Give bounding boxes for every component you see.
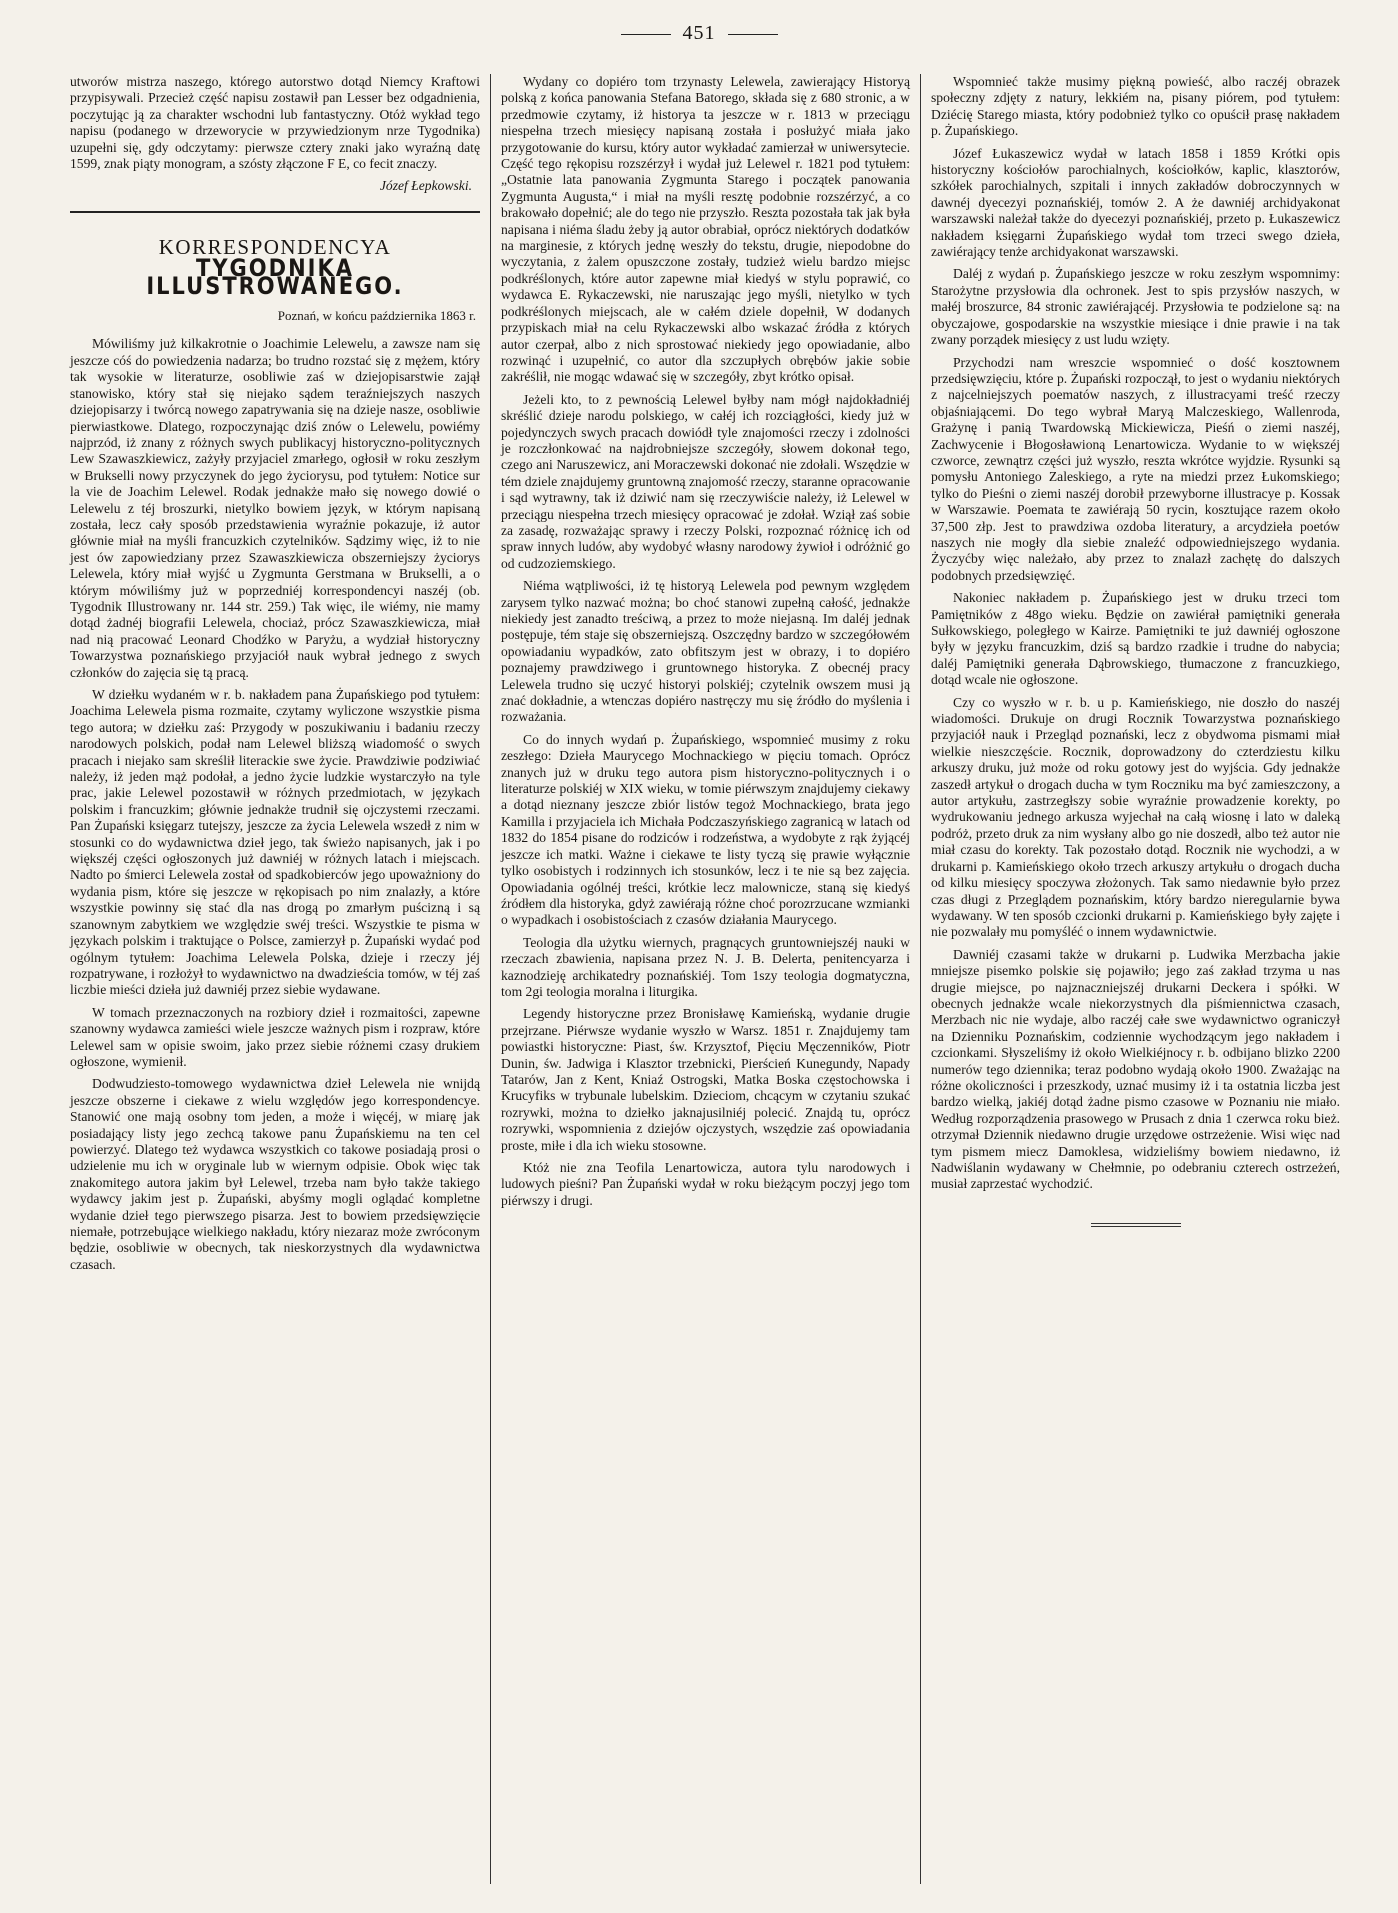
end-ornament [1091, 1223, 1181, 1227]
page-number-header [0, 22, 1398, 45]
paragraph: Daléj z wydań p. Żupańskiego jeszcze w roku zeszłym wspomnimy: Starożytne przysłowia dla ochronek. Jest to spis przysłów naszych, w małéj broszurce, 84 stronic zawiérającéj. Przysłowia te podzielone są: na obyczajowe, gospodarskie na wszystkie miesiące i dnie prawie i na tak zwany porządek miesięcy z ust ludu wzięty. [931, 266, 1340, 348]
paragraph: Dawniéj czasami także w drukarni p. Ludwika Merzbacha jakie mniejsze pisemko polskie się pojawiło; jego zaś zakład trzyma u nas drugie miejsce, po najznaczniejszéj drukarni Deckera i spółki. W obecnych jednakże wcale niekorzystnych dla piśmiennictwa czasach, Merzbach nic nie wydaje, albo raczéj całe swe wydawnictwo ograniczył na Dzienniku Poznańskim, codziennie wychodzącym jego nakładem i czcionkami. Słyszeliśmy iż około Wielkiéjnocy r. b. odbijano blizko 2200 numerów tego dziennika; teraz podobno wydają około 1900. Zważając na różne okoliczności i przeszkody, uznać musimy iż i ta ostatnia liczba jest bardzo wielką, jakiéj dotąd żadne pismo czasowe w Poznaniu nie miało. Według rozporządzenia prasowego w Prusach z dnia 1 czerwca roku bież. otrzymał Dziennik niedawno drugie urzędowe ostrzeżenie. Wisi więc nad tym pismem miecz Damoklesa, widzieliśmy bowiem niedawno, iż Nadwiślanin wydawany w Chełmnie, po odebraniu czterech ostrzeżeń, musiał zaprzestać wychodzić. [931, 946, 1340, 1192]
page-number: 451 [682, 22, 716, 44]
section-divider [70, 211, 480, 213]
paragraph: Wydany co dopiéro tom trzynasty Lelewela, zawierający Historyą polską z końca panowania Stefana Batorego, składa się z 680 stronic, a w przedmowie czytamy, iż historya ta jeszcze w r. 1813 w przeciągu niespełna trzech miesięcy napisaną została i posłużyć miała jako przygotowanie do kursu, który autor wykładać zamierzał w uniwersytecie. Część tego rękopisu rozszérzył i wydał już Lelewel r. 1821 pod tytułem: „Ostatnie lata panowania Zygmunta Starego i początek panowania Zygmunta Augusta,“ i miał na myśli resztę podobnie rozszérzyć, a co brakowało dopełnić; ale do tego nie przyszło. Reszta pozostała tak jak była napisana i niéma śladu żeby ją autor obrabiał, oprócz niektórych dodatków na marginesie, z których jednę weszły do tekstu, drugie, niepodobne do wyczytania, z żalem opuszczone zostały, tudzież wielu bardzo miejsc podkréślonych, które autor zapewne miał kiedyś w stylu poprawić, co wydawca E. Rykaczewski, nie naruszając jego myśli, nietylko w tych podkréślonych miejscach, ale w całém dziele dopełnił, W dodanych przypiskach miał na celu Rykaczewski albo wskazać źródła z których autor czerpał, albo z nich sprostować niekiedy jego opowiadanie, albo rozwinąć i uzupełnić, co autor dla szczupłych obrębów jakie sobie zakréślił, nie mogąc wdawać się w szczegóły, zbyt krótko opisał. [501, 74, 910, 385]
paragraph: Teologia dla użytku wiernych, pragnących gruntowniejszéj nauki w rzeczach zbawienia, napisana przez N. J. B. Delerta, penitencyarza i kaznodzieję archikatedry poznańskiéj. Tom 1szy teologia dogmatyczna, tom 2gi teologia moralna i liturgika. [501, 934, 910, 999]
section-title: KORRESPONDENCYA [158, 234, 392, 259]
header-dash-right [728, 34, 778, 35]
paragraph: Mówiliśmy już kilkakrotnie o Joachimie Lelewelu, a zawsze nam się jeszcze cóś do powiedzenia nadarza; bo trudno rozstać się z mężem, który tak wysokie w literaturze, osobliwie zaś w dziejopisarstwie zajął stanowisko, który stał się niejako sądem teraźniejszych naszych dziejopisarzy i twórcą nowego zapatrywania się na dzieje nasze, osobliwie pierwiastkowe. Dlatego, rozpoczynając dziś znów o Lelewelu, powiémy najprzód, iż znany z różnych swych publikacyj historyczno-politycznych Lew Szawaszkiewicz, zażyły przyjaciel zmarłego, ogłosił w roku zeszłym w Brukselli nowy przyczynek do jego życiorysu, pod tytułem: Notice sur la vie de Joachim Lelewel. Rodak jednakże mało się nowego dowié o Lelewelu z téj broszurki, nietylko bowiem język, w którym napisaną została, lecz cały sposób przedstawienia wyraźnie pokazuje, iż autor głównie miał na myśli francuzkich czytelników. Sądzimy więc, iż to nie jest ów zapowiedziany przez Szawaszkiewicza obszerniejszy życiorys Lelewela, który miał wyjść u Zygmunta Gerstmana w Brukselli, a o którym mówiliśmy już w poprzedniéj korrespondencyi naszéj (ob. Tygodnik Illustrowany nr. 144 str. 259.) Tak więc, ile wiémy, nie mamy dotąd żadnéj biografii Lelewela, chociaż, prócz Szawaszkiewicza, miał nad nią pracować Leonard Chodźko w Paryżu, a wydział historyczny Towarzystwa poznańskiego przyjaciół nauk wybrał jednego z swych członków do zajęcia się tą pracą. [70, 336, 480, 680]
paragraph: Czy co wyszło w r. b. u p. Kamieńskiego, nie doszło do naszéj wiadomości. Drukuje on drugi Rocznik Towarzystwa poznańskiego przyjaciół nauk i Przegląd poznański, lecz z obydwoma pismami miał wielkie nieszczęście. Rocznik, doprowadzony do czterdziestu kilku arkuszy druku, już może od roku gotowy jest do wyjścia. Gdy jednakże zaszedł artykuł o drogach ducha w tym Roczniku ma być zamieszczony, a autor artykułu, zastrzegłszy sobie wyraźnie prowadzenie korekty, po wydrukowaniu jednego arkusza wyjechał na całą wiosnę i lato w daleką podróż, przeto druk za nim wysłany albo go nie doszedł, albo też autor nie miał czasu do korekty. Tak pozostało dotąd. Rocznik nie wychodzi, a w drukarni p. Kamieńskiego około trzech arkuszy artykułu o drogach ducha od kilku miesięcy spoczywa złożonych. Tak samo niedawnie było przez czas długi z Przeglądem poznańskim, który bardzo nieregularnie bywa wydawany. W ten sposób czcionki drukarni p. Kamieńskiego były zajęte i nie pozwalały mu pomyśléć o innem wydawnictwie. [931, 694, 1340, 940]
paragraph: Niéma wątpliwości, iż tę historyą Lelewela pod pewnym względem zarysem tylko nazwać można; bo choć stanowi zupełną całość, jednakże niekiedy jest zanadto treściwą, a przez to może niejasną. Im daléj jednak postępuje, tém staje się obszerniejszą. Oszczędny bardzo w szczegółowém opowiadaniu wypadków, zato obfitszym jest w obrazy, i to dopiéro poznajemy prawdziwego i gruntownego historyka. Z obecnéj pracy Lelewela trudno się uczyć historyi polskiéj; czytelnik owszem musi ją znać dokładnie, a wtenczas dopiéro nastręczy mu się źródło do myślenia i rozważania. [501, 578, 910, 725]
text-columns [60, 74, 1350, 1884]
paragraph: Przychodzi nam wreszcie wspomnieć o dość kosztownem przedsięwzięciu, które p. Żupański rozpoczął, to jest o wydaniu niektórych z najcelniejszych poematów naszych, z illustracyami treść rzeczy objaśniającemi. Do tego wybrał Maryą Malczeskiego, Wallenroda, Grażynę i panią Twardowską Mickiewicza, Pieśń o ziemi naszéj, Zachwycenie i Błogosławioną Lenartowicza. Wydanie to w większéj czworce, zewnątrz części już wyszło, reszta wkrótce wyjdzie. Rysunki są pomysłu Antoniego Zaleskiego, a ryte na miedzi przez Łukomskiego; tylko do Pieśni o ziemi naszéj dorobił przewyborne illustracye p. Kossak w Warszawie. Poemata te zawiérają 50 rycin, kosztujące razem około 37,500 złp. Jest to prawdziwa ozdoba literatury, a arcydzieła poetów naszych nie mogły dla siebie znaleźć odpowiedniejszego wydania. Życzyćby więc należało, aby przez to znalazł zachętę do dalszych podobnych przedsięwzięć. [931, 354, 1340, 583]
paragraph: Co do innych wydań p. Żupańskiego, wspomnieć musimy z roku zeszłego: Dzieła Maurycego Mochnackiego w pięciu tomach. Oprócz znanych już w druku tego autora pism historyczno-politycznych i o literaturze polskiéj w XIX wieku, w tomie piérwszym znajdujemy ciekawy a dotąd nieznany jeszcze zbiór listów tegoż Mochnackiego, brata jego Kamilla i przyjaciela ich Michała Podczaszyńskiego zagranicą w latach od 1832 do 1854 pisane do rodziców i rodzeństwa, a wydobyte z rąk żyjącéj jeszcze ich matki. Ważne i ciekawe te listy tyczą się prawie wyłącznie tylko osobistych i rodzinnych ich stosunków, lecz i te nie są bez zajęcia. Opowiadania ogólnéj treści, krótkie lecz malownicze, staną się kiedyś źródłem dla historyka, gdyż zawiérają różne choć porozrzucane wzmianki o wypadkach i osobistościach z czasów działania Maurycego. [501, 731, 910, 928]
column-2 [490, 74, 920, 1884]
paragraph: W dziełku wydaném w r. b. nakładem pana Żupańskiego pod tytułem: Joachima Lelewela pisma rozmaite, czytamy wyliczone wszystkie pisma tego autora; w dziełku zaś: Przygody w poszukiwaniu i badaniu rzeczy narodowych polskich, podał nam Lelewel bliższą wiadomość o swych pracach i niejako sam skreślił literackie swe życie. Prawdziwie podziwiać należy, iż jeden mąż podołał, a jedno życie ludzkie wystarczyło na tyle prac, jakie Lelewel pozostawił w różnych przedmiotach, w językach polskim i francuzkim; głównie jednakże trudnił się ojczystemi rzeczami. Pan Żupański księgarz tutejszy, jeszcze za życia Lelewela wszedł z nim w stosunki co do wydawnictwa dzieł jego, tak świeżo napisanych, jak i po większéj części ogłoszonych już dawniéj w różnych latach i miejscach. Nadto po śmierci Lelewela został od spadkobierców jego upoważniony do wydania pism, które się jeszcze w rękopisach po nim znalazły, a które wszystkie powinny się stać dla nas drogą po zmarłym puścizną i są szanownym zabytkiem we względzie swéj treści. Wszystkie te pisma w językach polskim i traktujące o Polsce, zamierzył p. Żupański wydać pod ogólnym tytułem: Joachima Lelewela Polska, dzieje i rzeczy jéj rozpatrywane, i rozłożył to wydawnictwo na dwadzieścia tomów, w téj zaś liczbie mieści dzieła już dawniéj przez siebie wydawane. [70, 687, 480, 998]
masthead: TYGODNIKA ILLUSTROWANEGO. [146, 254, 404, 301]
paragraph: Wspomnieć także musimy piękną powieść, albo raczéj obrazek społeczny zdjęty z natury, lekkiém na, pisany piórem, pod tytułem: Dziécię Starego miasta, który podobnież tylko co opuścił prasę nakładem p. Żupańskiego. [931, 74, 1340, 139]
paragraph: W tomach przeznaczonych na rozbiory dzieł i rozmaitości, zapewne szanowny wydawca zamieści wiele jeszcze ważnych pism i rozpraw, które Lelewel sam w opisie swoim, jako przez siebie różnemi czasy drukiem ogłoszone, wymienił. [70, 1004, 480, 1069]
header-dash-left [621, 34, 671, 35]
paragraph: Józef Łukaszewicz wydał w latach 1858 i 1859 Krótki opis historyczny kościołów parochialnych, kościołków, kaplic, klasztorów, szkółek parochialnych, szpitali i innych zakładów dobroczynnych w dawnéj dyecezyi poznańskiéj, tomów 2. A że dawniéj archidyakonat warszawski należał także do dyecezyi poznańskiéj, przeto p. Łukaszewicz nakładem księgarni Żupańskiego wydał tom trzeci swego dzieła, zawiérający tenże archidyakonat warszawski. [931, 145, 1340, 260]
paragraph: Dodwudziesto-tomowego wydawnictwa dzieł Lelewela nie wnijdą jeszcze obszerne i ciekawe z wielu względów jego korrespondencye. Stanowić one mają osobny tom jeden, a może i więcéj, w miarę jak posiadający listy jego zechcą takowe panu Żupańskiemu na ten cel powierzyć. Dlatego też wydawca wszystkich co takowe posiadają prosi o udzielenie mu ich w oryginale lub w wiernym odpisie. Obok więc tak znakomitego autora jakim był Lelewel, trzeba nam było także takiego wydawcy jakim jest p. Żupański, abyśmy mogli oglądać kompletne wydanie dzieł tego pierwszego pisarza. Jest to bowiem przedsięwzięcie niemałe, potrzebujące wielkiego nakładu, który niezaraz może zwróconym będzie, osobliwie w obecnych, tak nieskorzystnych dla wydawnictwa czasach. [70, 1076, 480, 1272]
paragraph: Nakoniec nakładem p. Żupańskiego jest w druku trzeci tom Pamiętników z 48go wieku. Będzie on zawiérał pamiętniki generała Sułkowskiego, poległego w Kairze. Pamiętniki te już dawniéj ogłoszone były w języku francuzkim, dziś są bardzo rzadkie i trudne do nabycia; daléj Pamiętniki generała Dąbrowskiego, tłumaczone z francuzkiego, dotąd wcale nie ogłoszone. [931, 590, 1340, 688]
dateline: Poznań, w końcu października 1863 r. [277, 308, 476, 324]
column-3 [920, 74, 1350, 1884]
paragraph: Jeżeli kto, to z pewnością Lelewel byłby nam mógł najdokładniéj skréślić dzieje narodu polskiego, w całéj ich rozciągłości, kiedy już w pojedynczych swych pracach dowiódł tyle znajomości rzeczy i zdolności je rozczłonkować na najdrobniejsze szczegóły, słowem dokonał tego, czego ani Naruszewicz, ani Moraczewski dokonać nie zdołali. Wszędzie w tém dziele znajdujemy gruntowną znajomość rzeczy, staranne opracowanie i sąd wytrawny, tak iż dziwić nam się rzeczywiście należy, iż Lelewel w przeciągu niespełna trzech miesięcy opracować je zdołał. Wziął zaś sobie za zasadę, rozważając sprawy i rzeczy Polski, rozpoznać różnicę ich od spraw innych ludów, aby wydobyć własny narodowy żywioł i odróżnić go od cudzoziemskiego. [501, 391, 911, 571]
paragraph: Legendy historyczne przez Bronisławę Kamieńską, wydanie drugie przejrzane. Piérwsze wydanie wyszło w Warsz. 1851 r. Znajdujemy tam powiastki historyczne: Piast, św. Krzysztof, Pięciu Męczenników, Piotr Dunin, św. Jadwiga i Klasztor trzebnicki, Pierścień Kunegundy, Napady Tatarów, Jan z Kent, Kniaź Ostrogski, Matka Boska częstochowska i Krucyfiks w trybunale lubelskim. Dzieciom, chcącym w czytaniu szukać rozrywki, można to dziełko jaknajusilniéj polecić. Znajdą tu, oprócz rozrywki, wspomnienia z dziejów ojczystych, wszędzie zaś opowiadania proste, miłe i dla ich wieku stosowne. [501, 1006, 910, 1153]
column-1 [60, 74, 490, 1884]
paragraph: Któż nie zna Teofila Lenartowicza, autora tylu narodowych i ludowych pieśni? Pan Żupański wydał w roku bieżącym poczyj jego tom piérwszy i drugi. [501, 1160, 910, 1208]
paragraph: utworów mistrza naszego, którego autorstwo dotąd Niemcy Kraftowi przypisywali. Przecież część napisu zostawił pan Lesser bez odgadnienia, poczytując ją za charakter wschodni lub fantastyczny. Otóż wykład tego napisu (podanego w drzeworycie w przywiedzionym nrze Tygodnika) uzupełni się, gdy odczytamy: pierwsze cztery znaki jako wyraźną datę 1599, znak piąty monogram, a szósty złączone F E, co fecit znaczy. [70, 74, 480, 172]
author-signature: Józef Łepkowski. [379, 178, 472, 194]
